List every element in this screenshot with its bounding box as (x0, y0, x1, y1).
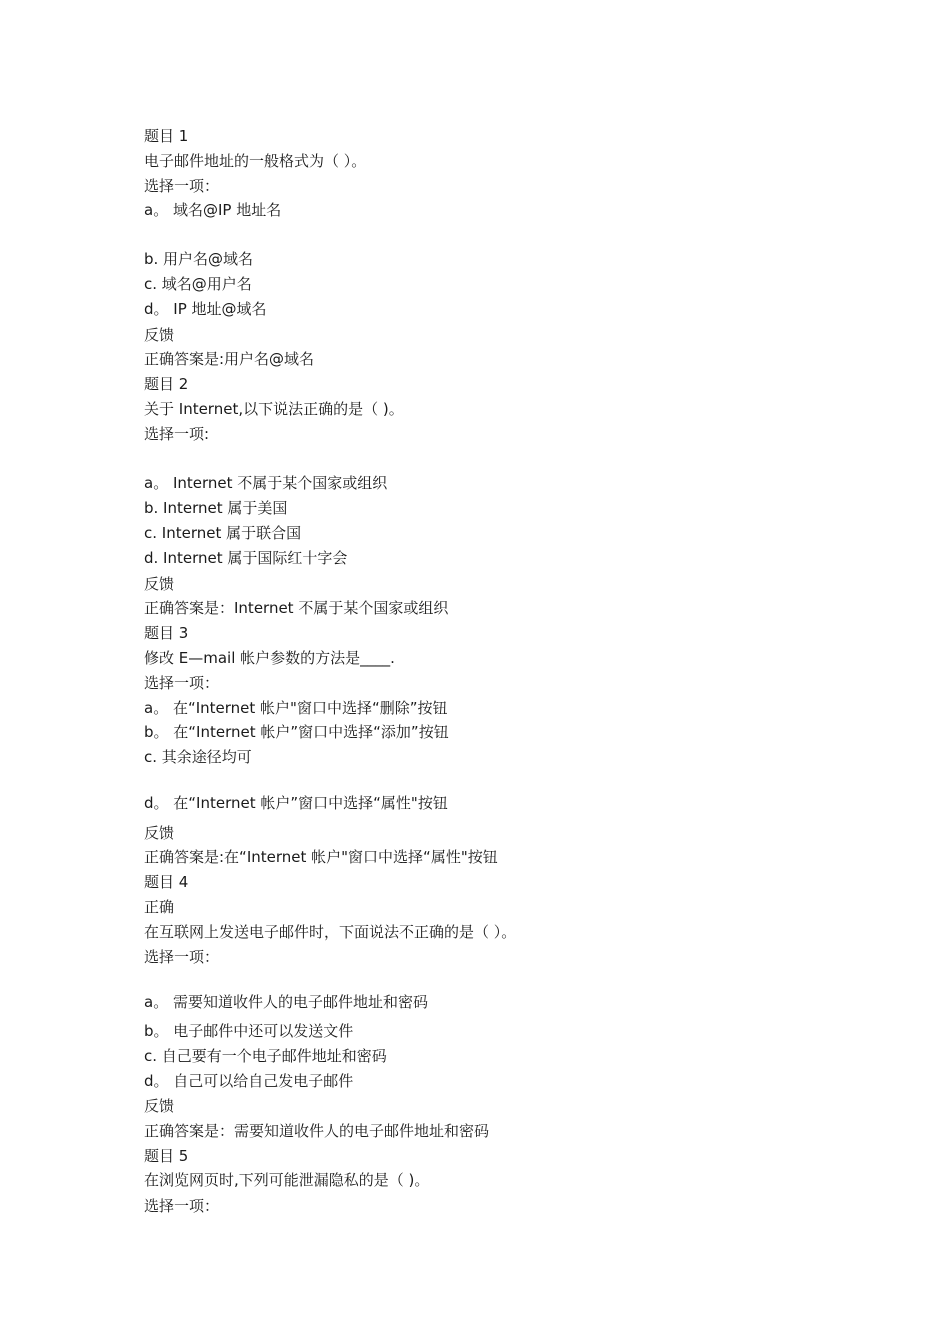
option-b: b。 在“Internet 帐户”窗口中选择“添加”按钮 (144, 723, 449, 741)
question-heading: 题目 5 (144, 1147, 189, 1165)
correct-answer: 正确答案是:在“Internet 帐户"窗口中选择“属性"按钮 (144, 848, 498, 866)
question-heading: 题目 1 (144, 127, 189, 145)
question-text: 在互联网上发送电子邮件时，下面说法不正确的是（ ）。 (144, 923, 517, 941)
option-d: d。 在“Internet 帐户”窗口中选择“属性"按钮 (144, 794, 448, 812)
correct-answer: 正确答案是：Internet 不属于某个国家或组织 (144, 599, 449, 617)
option-c: c. 其余途径均可 (144, 748, 252, 766)
question-text: 在浏览网页时,下列可能泄漏隐私的是（ )。 (144, 1171, 430, 1189)
select-one-label: 选择一项： (144, 177, 220, 195)
option-d: d。 自己可以给自己发电子邮件 (144, 1072, 354, 1090)
select-one-label: 选择一项： (144, 1197, 220, 1215)
option-a: a。 在“Internet 帐户"窗口中选择“删除”按钮 (144, 699, 448, 717)
question-text: 修改 E—mail 帐户参数的方法是____. (144, 649, 395, 667)
feedback-label: 反馈 (144, 326, 175, 344)
select-one-label: 选择一项： (144, 674, 220, 692)
question-text: 关于 Internet,以下说法正确的是（ )。 (144, 400, 404, 418)
status-correct: 正确 (144, 898, 175, 916)
question-text: 电子邮件地址的一般格式为（ ）。 (144, 152, 367, 170)
correct-answer: 正确答案是：需要知道收件人的电子邮件地址和密码 (144, 1122, 490, 1140)
option-b: b。 电子邮件中还可以发送文件 (144, 1022, 354, 1040)
select-one-label: 选择一项: (144, 425, 210, 443)
feedback-label: 反馈 (144, 824, 175, 842)
question-heading: 题目 3 (144, 624, 189, 642)
option-a: a。 域名@IP 地址名 (144, 201, 282, 219)
option-c: c. 自己要有一个电子邮件地址和密码 (144, 1047, 387, 1065)
option-c: c. Internet 属于联合国 (144, 524, 302, 542)
feedback-label: 反馈 (144, 575, 175, 593)
question-heading: 题目 4 (144, 873, 189, 891)
option-d: d。 IP 地址@域名 (144, 300, 267, 318)
option-c: c. 域名@用户名 (144, 275, 252, 293)
select-one-label: 选择一项： (144, 948, 220, 966)
feedback-label: 反馈 (144, 1097, 175, 1115)
option-a: a。 需要知道收件人的电子邮件地址和密码 (144, 993, 428, 1011)
option-d: d. Internet 属于国际红十字会 (144, 549, 348, 567)
option-b: b. Internet 属于美国 (144, 499, 288, 517)
option-b: b. 用户名@域名 (144, 250, 254, 268)
option-a: a。 Internet 不属于某个国家或组织 (144, 474, 388, 492)
question-heading: 题目 2 (144, 375, 189, 393)
correct-answer: 正确答案是:用户名@域名 (144, 350, 315, 368)
